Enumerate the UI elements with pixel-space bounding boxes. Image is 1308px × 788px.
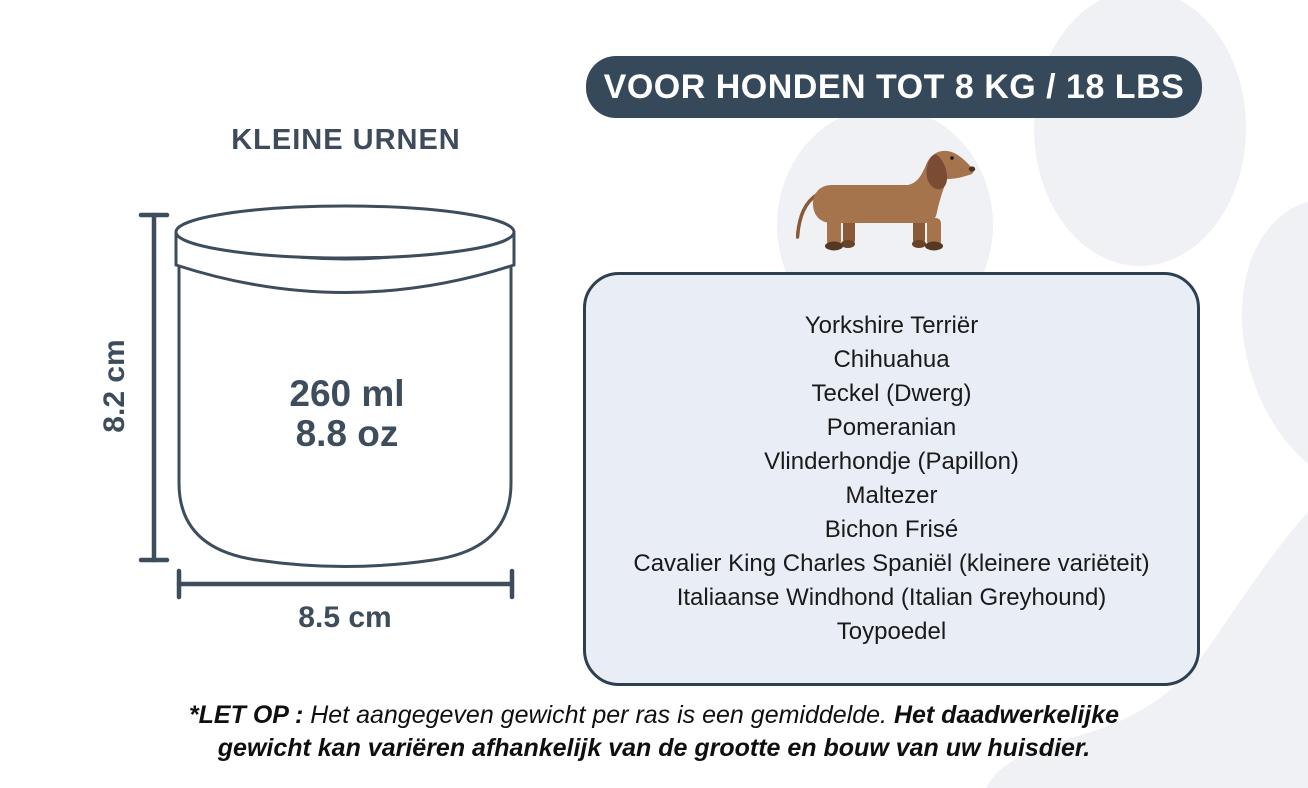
urn-lid-top	[176, 206, 514, 258]
paw-toe-icon	[1206, 170, 1308, 520]
breed-item: Bichon Frisé	[824, 516, 959, 543]
breed-item: Chihuahua	[833, 346, 950, 373]
breed-item: Cavalier King Charles Spaniël (kleinere variëteit)	[633, 550, 1150, 577]
dog-nose	[969, 166, 975, 171]
urn-volume-ml: 260 ml	[289, 373, 405, 414]
page-title: KLEINE URNEN	[231, 124, 461, 156]
urn-diagram	[90, 190, 570, 650]
breed-item: Toypoedel	[836, 618, 947, 645]
breed-item: Teckel (Dwerg)	[811, 380, 972, 407]
paw-toe-icon	[1034, 0, 1246, 266]
urn-lid-bottom-rim	[176, 265, 514, 293]
breed-item: Yorkshire Terriër	[804, 312, 979, 339]
dog-far-paw	[912, 240, 926, 248]
breed-item: Maltezer	[845, 482, 938, 509]
size-banner	[586, 56, 1202, 118]
dachshund-icon	[796, 144, 982, 254]
width-dimension-label: 8.5 cm	[298, 601, 392, 634]
breed-item: Italiaanse Windhond (Italian Greyhound)	[676, 584, 1107, 611]
size-banner-label: VOOR HONDEN TOT 8 KG / 18 LBS	[603, 67, 1185, 106]
footnote	[179, 699, 1129, 765]
footnote-bold-text: Het daadwerkelijke gewicht kan variëren afhankelijk van de grootte en bouw van uw huisdier.	[217, 701, 1120, 762]
dog-eye	[950, 156, 954, 160]
dog-body	[813, 151, 973, 223]
urn-volume-oz: 8.8 oz	[295, 413, 399, 454]
breeds-box	[583, 272, 1200, 686]
footnote-warning-label: *LET OP :	[188, 701, 311, 729]
dog-paw	[925, 242, 943, 251]
footnote-normal-text: Het aangegeven gewicht per ras is een gemiddelde.	[310, 701, 894, 729]
breed-item: Vlinderhondje (Papillon)	[764, 448, 1019, 475]
dog-paw	[825, 242, 843, 251]
dog-far-paw	[841, 240, 855, 248]
breed-item: Pomeranian	[826, 414, 957, 441]
height-dimension-label: 8.2 cm	[98, 339, 131, 433]
